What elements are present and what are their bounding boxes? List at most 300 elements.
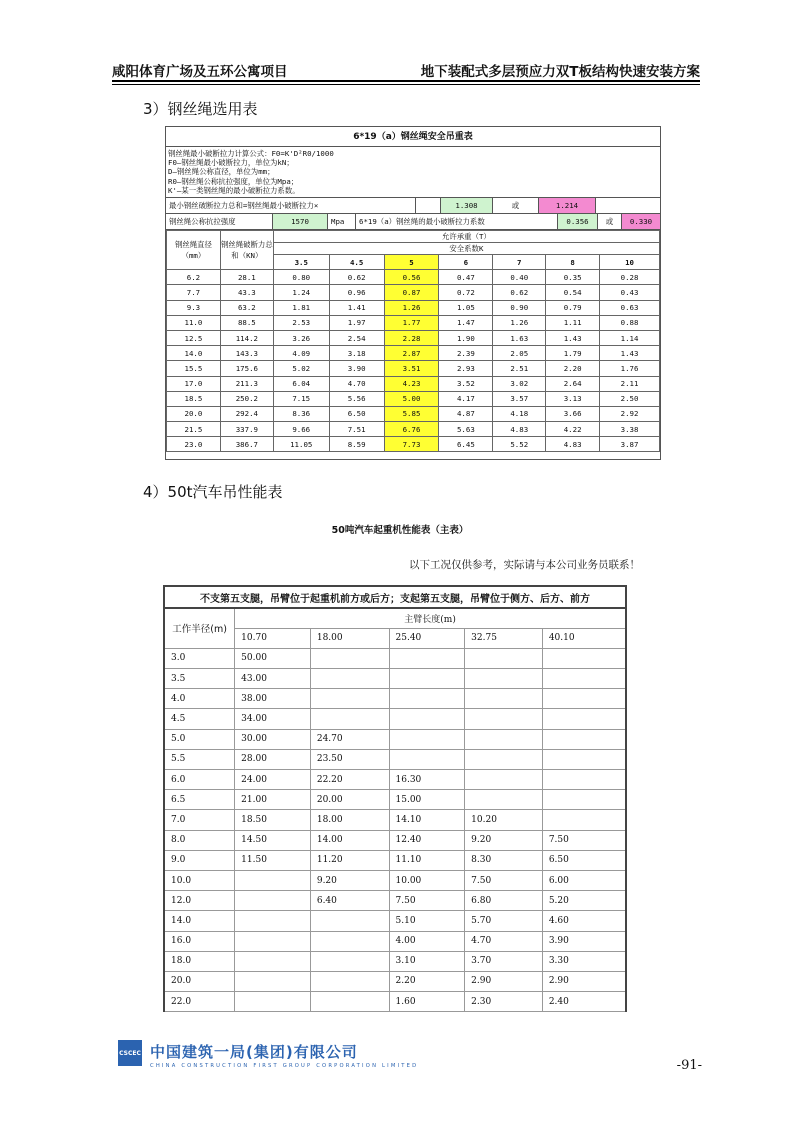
table-cell: 2.20 bbox=[546, 361, 600, 376]
capacity-cell bbox=[310, 951, 389, 971]
capacity-cell: 14.50 bbox=[235, 830, 311, 850]
table-cell: 1.77 bbox=[384, 315, 439, 330]
header-rule bbox=[112, 80, 700, 82]
table-cell: 2.64 bbox=[546, 376, 600, 391]
table-row bbox=[167, 406, 660, 421]
table-cell: 11.05 bbox=[273, 437, 329, 452]
radius-cell: 14.0 bbox=[164, 911, 235, 931]
table-cell: 143.3 bbox=[220, 346, 273, 361]
radius-cell: 3.5 bbox=[164, 669, 235, 689]
ratio-or: 或 bbox=[493, 198, 539, 213]
capacity-cell: 34.00 bbox=[235, 709, 311, 729]
safety-factor-header: 8 bbox=[546, 255, 600, 270]
coef-or: 或 bbox=[598, 214, 622, 229]
col-header-radius: 工作半径(m) bbox=[164, 608, 235, 648]
capacity-cell: 16.30 bbox=[389, 770, 465, 790]
capacity-cell: 1.60 bbox=[389, 992, 465, 1012]
table-cell: 3.57 bbox=[493, 391, 546, 406]
col-header-allowed-load: 允许承重（T） bbox=[273, 231, 659, 243]
radius-cell: 7.0 bbox=[164, 810, 235, 830]
safety-factor-header: 5 bbox=[384, 255, 439, 270]
crane-table-note: 以下工况仅供参考，实际请与本公司业务员联系！ bbox=[409, 559, 640, 571]
ratio-row bbox=[166, 198, 660, 214]
table-cell: 1.63 bbox=[493, 330, 546, 345]
spacer bbox=[416, 198, 441, 213]
capacity-cell: 18.50 bbox=[235, 810, 311, 830]
col-header-break-force: 钢丝绳破断力总和（KN） bbox=[220, 231, 273, 270]
table-cell: 0.87 bbox=[384, 285, 439, 300]
table-cell: 6.76 bbox=[384, 422, 439, 437]
table-cell: 4.70 bbox=[329, 376, 384, 391]
table-cell: 7.51 bbox=[329, 422, 384, 437]
capacity-cell: 24.00 bbox=[235, 770, 311, 790]
table-cell: 1.05 bbox=[439, 300, 493, 315]
capacity-cell: 3.90 bbox=[542, 931, 626, 951]
formula-line: D—钢丝绳公称直径，单位为mm； bbox=[168, 167, 275, 177]
table-row bbox=[164, 931, 626, 951]
table-row bbox=[164, 729, 626, 749]
table-cell: 2.50 bbox=[600, 391, 660, 406]
table-cell: 1.41 bbox=[329, 300, 384, 315]
radius-cell: 8.0 bbox=[164, 830, 235, 850]
coef-label: 6*19（a）钢丝绳的最小破断拉力系数 bbox=[356, 214, 558, 229]
capacity-cell: 8.30 bbox=[465, 850, 543, 870]
table-cell: 1.24 bbox=[273, 285, 329, 300]
table-row bbox=[167, 391, 660, 406]
table-cell: 2.11 bbox=[600, 376, 660, 391]
capacity-cell: 2.30 bbox=[465, 992, 543, 1012]
capacity-cell bbox=[542, 648, 626, 668]
table-row bbox=[164, 971, 626, 991]
table-cell: 1.26 bbox=[384, 300, 439, 315]
capacity-cell: 4.00 bbox=[389, 931, 465, 951]
capacity-cell bbox=[542, 689, 626, 709]
capacity-cell: 14.00 bbox=[310, 830, 389, 850]
table-cell: 12.5 bbox=[167, 330, 221, 345]
capacity-cell bbox=[310, 648, 389, 668]
table-cell: 0.90 bbox=[493, 300, 546, 315]
capacity-cell bbox=[235, 911, 311, 931]
radius-cell: 16.0 bbox=[164, 931, 235, 951]
table-cell: 5.52 bbox=[493, 437, 546, 452]
table-cell: 28.1 bbox=[220, 270, 273, 285]
crane-rows bbox=[164, 648, 626, 1011]
capacity-cell bbox=[389, 689, 465, 709]
capacity-cell: 5.70 bbox=[465, 911, 543, 931]
capacity-cell bbox=[310, 992, 389, 1012]
capacity-cell: 12.40 bbox=[389, 830, 465, 850]
radius-cell: 6.0 bbox=[164, 770, 235, 790]
table-cell: 2.54 bbox=[329, 330, 384, 345]
capacity-cell: 22.20 bbox=[310, 770, 389, 790]
crane-table-caption: 不支第五支腿，吊臂位于起重机前方或后方；支起第五支腿，吊臂位于侧方、后方、前方 bbox=[164, 586, 626, 608]
radius-cell: 5.0 bbox=[164, 729, 235, 749]
table-cell: 0.43 bbox=[600, 285, 660, 300]
capacity-cell: 4.60 bbox=[542, 911, 626, 931]
capacity-cell: 2.40 bbox=[542, 992, 626, 1012]
table-row bbox=[164, 770, 626, 790]
table-cell: 4.23 bbox=[384, 376, 439, 391]
table-cell: 6.45 bbox=[439, 437, 493, 452]
table-row bbox=[164, 810, 626, 830]
capacity-cell bbox=[235, 951, 311, 971]
boom-length-header: 18.00 bbox=[310, 628, 389, 648]
table-row bbox=[167, 346, 660, 361]
capacity-cell bbox=[542, 669, 626, 689]
header-project: 咸阳体育广场及五环公寓项目 bbox=[112, 64, 288, 80]
table-cell: 0.96 bbox=[329, 285, 384, 300]
table-cell: 15.5 bbox=[167, 361, 221, 376]
capacity-cell: 9.20 bbox=[310, 870, 389, 890]
wire-rope-table bbox=[165, 126, 661, 460]
capacity-cell: 28.00 bbox=[235, 749, 311, 769]
capacity-cell bbox=[542, 790, 626, 810]
table-cell: 211.3 bbox=[220, 376, 273, 391]
capacity-cell bbox=[465, 729, 543, 749]
table-cell: 337.9 bbox=[220, 422, 273, 437]
table-cell: 2.53 bbox=[273, 315, 329, 330]
table-row bbox=[164, 992, 626, 1012]
capacity-cell bbox=[389, 749, 465, 769]
table-cell: 88.5 bbox=[220, 315, 273, 330]
strength-value: 1570 bbox=[273, 214, 328, 229]
table-cell: 4.83 bbox=[546, 437, 600, 452]
table-cell: 8.36 bbox=[273, 406, 329, 421]
capacity-cell bbox=[235, 971, 311, 991]
table-row bbox=[167, 315, 660, 330]
capacity-cell: 10.20 bbox=[465, 810, 543, 830]
radius-cell: 5.5 bbox=[164, 749, 235, 769]
capacity-cell bbox=[465, 749, 543, 769]
radius-cell: 12.0 bbox=[164, 891, 235, 911]
table-cell: 1.43 bbox=[600, 346, 660, 361]
table-cell: 3.66 bbox=[546, 406, 600, 421]
capacity-cell bbox=[389, 729, 465, 749]
page-number: -91- bbox=[676, 1058, 702, 1073]
table-cell: 2.51 bbox=[493, 361, 546, 376]
table-cell: 1.90 bbox=[439, 330, 493, 345]
table-cell: 292.4 bbox=[220, 406, 273, 421]
capacity-cell: 3.30 bbox=[542, 951, 626, 971]
boom-length-header: 32.75 bbox=[465, 628, 543, 648]
header-rule-thin bbox=[112, 84, 700, 85]
table-cell: 0.79 bbox=[546, 300, 600, 315]
formula-block bbox=[166, 147, 660, 198]
table-cell: 0.35 bbox=[546, 270, 600, 285]
capacity-cell bbox=[310, 669, 389, 689]
table-cell: 6.50 bbox=[329, 406, 384, 421]
capacity-cell: 9.20 bbox=[465, 830, 543, 850]
radius-cell: 6.5 bbox=[164, 790, 235, 810]
ratio-value: 1.308 bbox=[441, 198, 493, 213]
table-cell: 0.63 bbox=[600, 300, 660, 315]
capacity-cell: 2.90 bbox=[465, 971, 543, 991]
capacity-cell: 23.50 bbox=[310, 749, 389, 769]
capacity-cell bbox=[389, 709, 465, 729]
table-cell: 1.79 bbox=[546, 346, 600, 361]
capacity-cell bbox=[389, 669, 465, 689]
table-cell: 0.62 bbox=[329, 270, 384, 285]
safety-factor-header: 10 bbox=[600, 255, 660, 270]
radius-cell: 4.5 bbox=[164, 709, 235, 729]
section-heading-wire-rope: 3）钢丝绳选用表 bbox=[143, 100, 258, 118]
formula-line: 钢丝绳最小破断拉力计算公式：F0=K'D²R0/1000 bbox=[168, 149, 334, 158]
table-cell: 20.0 bbox=[167, 406, 221, 421]
capacity-cell: 50.00 bbox=[235, 648, 311, 668]
ratio-value2: 1.214 bbox=[539, 198, 596, 213]
table-cell: 11.0 bbox=[167, 315, 221, 330]
table-cell: 1.81 bbox=[273, 300, 329, 315]
safety-factor-header: 3.5 bbox=[273, 255, 329, 270]
table-cell: 3.90 bbox=[329, 361, 384, 376]
table-row bbox=[164, 689, 626, 709]
table-row bbox=[164, 709, 626, 729]
table-cell: 7.15 bbox=[273, 391, 329, 406]
table-cell: 2.92 bbox=[600, 406, 660, 421]
company-name-en: CHINA CONSTRUCTION FIRST GROUP CORPORATION LIMITED bbox=[150, 1063, 419, 1069]
capacity-cell: 30.00 bbox=[235, 729, 311, 749]
capacity-cell bbox=[542, 749, 626, 769]
table-row bbox=[164, 830, 626, 850]
capacity-cell: 11.20 bbox=[310, 850, 389, 870]
company-name: 中国建筑一局(集团)有限公司 bbox=[150, 1043, 358, 1061]
boom-length-header: 25.40 bbox=[389, 628, 465, 648]
table-cell: 3.52 bbox=[439, 376, 493, 391]
table-cell: 1.11 bbox=[546, 315, 600, 330]
capacity-cell bbox=[465, 709, 543, 729]
capacity-cell bbox=[310, 911, 389, 931]
table-cell: 4.22 bbox=[546, 422, 600, 437]
table-row bbox=[164, 790, 626, 810]
table-cell: 2.39 bbox=[439, 346, 493, 361]
table-cell: 4.18 bbox=[493, 406, 546, 421]
capacity-cell: 24.70 bbox=[310, 729, 389, 749]
capacity-cell: 38.00 bbox=[235, 689, 311, 709]
capacity-cell bbox=[310, 689, 389, 709]
table-cell: 43.3 bbox=[220, 285, 273, 300]
capacity-cell bbox=[465, 648, 543, 668]
table-cell: 8.59 bbox=[329, 437, 384, 452]
safety-factor-header: 6 bbox=[439, 255, 493, 270]
capacity-cell bbox=[235, 931, 311, 951]
table-cell: 2.28 bbox=[384, 330, 439, 345]
table-cell: 114.2 bbox=[220, 330, 273, 345]
table-cell: 1.97 bbox=[329, 315, 384, 330]
capacity-cell: 6.40 bbox=[310, 891, 389, 911]
capacity-cell bbox=[465, 770, 543, 790]
table-cell: 4.17 bbox=[439, 391, 493, 406]
table-cell: 4.87 bbox=[439, 406, 493, 421]
capacity-cell: 4.70 bbox=[465, 931, 543, 951]
table-cell: 5.56 bbox=[329, 391, 384, 406]
wire-rope-rows bbox=[167, 270, 660, 452]
capacity-cell bbox=[542, 709, 626, 729]
table-row bbox=[164, 648, 626, 668]
table-cell: 250.2 bbox=[220, 391, 273, 406]
capacity-cell: 11.50 bbox=[235, 850, 311, 870]
table-cell: 18.5 bbox=[167, 391, 221, 406]
safety-factor-header: 4.5 bbox=[329, 255, 384, 270]
strength-label: 钢丝绳公称抗拉强度 bbox=[166, 214, 273, 229]
col-header-safety-factor: 安全系数K bbox=[273, 243, 659, 255]
safety-factor-header: 7 bbox=[493, 255, 546, 270]
table-cell: 17.0 bbox=[167, 376, 221, 391]
safe-load-grid bbox=[166, 230, 660, 452]
capacity-cell: 5.20 bbox=[542, 891, 626, 911]
capacity-cell: 2.90 bbox=[542, 971, 626, 991]
capacity-cell bbox=[465, 689, 543, 709]
table-cell: 21.5 bbox=[167, 422, 221, 437]
company-logo: CSCEC bbox=[118, 1040, 142, 1066]
table-cell: 0.80 bbox=[273, 270, 329, 285]
table-cell: 1.43 bbox=[546, 330, 600, 345]
capacity-cell: 20.00 bbox=[310, 790, 389, 810]
table-cell: 3.26 bbox=[273, 330, 329, 345]
table-cell: 0.54 bbox=[546, 285, 600, 300]
table-cell: 175.6 bbox=[220, 361, 273, 376]
capacity-cell bbox=[235, 992, 311, 1012]
capacity-cell: 21.00 bbox=[235, 790, 311, 810]
capacity-cell bbox=[542, 729, 626, 749]
wire-rope-table-title: 6*19（a）钢丝绳安全吊重表 bbox=[166, 127, 660, 147]
crane-performance-table bbox=[163, 585, 627, 1012]
radius-cell: 22.0 bbox=[164, 992, 235, 1012]
capacity-cell bbox=[389, 648, 465, 668]
coef-value: 0.356 bbox=[558, 214, 598, 229]
table-cell: 14.0 bbox=[167, 346, 221, 361]
crane-table-title: 50吨汽车起重机性能表（主表） bbox=[331, 525, 469, 536]
capacity-cell: 6.00 bbox=[542, 870, 626, 890]
table-cell: 3.87 bbox=[600, 437, 660, 452]
table-cell: 3.02 bbox=[493, 376, 546, 391]
col-header-diameter: 钢丝绳直径（mm） bbox=[167, 231, 221, 270]
table-cell: 7.7 bbox=[167, 285, 221, 300]
table-cell: 386.7 bbox=[220, 437, 273, 452]
capacity-cell bbox=[235, 891, 311, 911]
capacity-cell bbox=[235, 870, 311, 890]
table-cell: 2.87 bbox=[384, 346, 439, 361]
table-cell: 5.00 bbox=[384, 391, 439, 406]
table-row bbox=[167, 422, 660, 437]
radius-cell: 20.0 bbox=[164, 971, 235, 991]
capacity-cell: 3.10 bbox=[389, 951, 465, 971]
capacity-cell: 14.10 bbox=[389, 810, 465, 830]
radius-cell: 9.0 bbox=[164, 850, 235, 870]
capacity-cell: 7.50 bbox=[465, 870, 543, 890]
table-row bbox=[167, 330, 660, 345]
radius-cell: 4.0 bbox=[164, 689, 235, 709]
radius-cell: 10.0 bbox=[164, 870, 235, 890]
capacity-cell bbox=[465, 790, 543, 810]
table-row bbox=[167, 361, 660, 376]
table-row bbox=[167, 376, 660, 391]
table-row bbox=[164, 669, 626, 689]
table-row bbox=[164, 850, 626, 870]
table-cell: 0.88 bbox=[600, 315, 660, 330]
boom-length-header: 10.70 bbox=[235, 628, 311, 648]
table-cell: 1.26 bbox=[493, 315, 546, 330]
formula-line: F0—钢丝绳最小破断拉力，单位为kN； bbox=[168, 158, 294, 168]
capacity-cell: 3.70 bbox=[465, 951, 543, 971]
table-cell: 0.72 bbox=[439, 285, 493, 300]
radius-cell: 18.0 bbox=[164, 951, 235, 971]
capacity-cell: 6.50 bbox=[542, 850, 626, 870]
coef-value2: 0.330 bbox=[622, 214, 660, 229]
table-cell: 4.83 bbox=[493, 422, 546, 437]
table-cell: 3.38 bbox=[600, 422, 660, 437]
table-cell: 6.04 bbox=[273, 376, 329, 391]
capacity-cell: 5.10 bbox=[389, 911, 465, 931]
table-cell: 23.0 bbox=[167, 437, 221, 452]
table-row bbox=[164, 951, 626, 971]
table-cell: 3.13 bbox=[546, 391, 600, 406]
formula-line: R0—钢丝绳公称抗拉强度，单位为Mpa； bbox=[168, 176, 299, 186]
ratio-label: 最小钢丝破断拉力总和=钢丝绳最小破断拉力× bbox=[166, 198, 416, 213]
capacity-cell: 6.80 bbox=[465, 891, 543, 911]
table-cell: 5.02 bbox=[273, 361, 329, 376]
header-doc-title: 地下装配式多层预应力双T板结构快速安装方案 bbox=[420, 64, 700, 80]
capacity-cell bbox=[310, 931, 389, 951]
capacity-cell: 7.50 bbox=[389, 891, 465, 911]
table-cell: 2.05 bbox=[493, 346, 546, 361]
table-cell: 1.14 bbox=[600, 330, 660, 345]
table-cell: 0.40 bbox=[493, 270, 546, 285]
section-heading-crane: 4）50t汽车吊性能表 bbox=[143, 483, 283, 501]
radius-cell: 3.0 bbox=[164, 648, 235, 668]
table-row bbox=[167, 270, 660, 285]
capacity-cell: 15.00 bbox=[389, 790, 465, 810]
capacity-cell: 2.20 bbox=[389, 971, 465, 991]
strength-row bbox=[166, 214, 660, 230]
formula-line: K'—某一类钢丝绳的最小破断拉力系数。 bbox=[168, 185, 300, 195]
capacity-cell: 43.00 bbox=[235, 669, 311, 689]
table-cell: 1.76 bbox=[600, 361, 660, 376]
capacity-cell: 7.50 bbox=[542, 830, 626, 850]
capacity-cell bbox=[310, 971, 389, 991]
table-cell: 5.85 bbox=[384, 406, 439, 421]
table-cell: 0.62 bbox=[493, 285, 546, 300]
strength-unit: Mpa bbox=[328, 214, 356, 229]
table-cell: 63.2 bbox=[220, 300, 273, 315]
page-header bbox=[112, 58, 700, 80]
table-cell: 4.09 bbox=[273, 346, 329, 361]
capacity-cell: 10.00 bbox=[389, 870, 465, 890]
table-row bbox=[167, 285, 660, 300]
table-cell: 2.93 bbox=[439, 361, 493, 376]
table-cell: 3.18 bbox=[329, 346, 384, 361]
capacity-cell bbox=[542, 810, 626, 830]
table-cell: 6.2 bbox=[167, 270, 221, 285]
table-row bbox=[167, 300, 660, 315]
table-cell: 5.63 bbox=[439, 422, 493, 437]
table-cell: 0.47 bbox=[439, 270, 493, 285]
table-cell: 3.51 bbox=[384, 361, 439, 376]
table-row bbox=[164, 891, 626, 911]
table-row bbox=[167, 437, 660, 452]
table-cell: 1.47 bbox=[439, 315, 493, 330]
capacity-cell: 11.10 bbox=[389, 850, 465, 870]
boom-length-header: 40.10 bbox=[542, 628, 626, 648]
table-cell: 0.28 bbox=[600, 270, 660, 285]
table-row bbox=[164, 911, 626, 931]
capacity-cell bbox=[465, 669, 543, 689]
capacity-cell bbox=[310, 709, 389, 729]
capacity-cell bbox=[542, 770, 626, 790]
table-cell: 9.3 bbox=[167, 300, 221, 315]
capacity-cell: 18.00 bbox=[310, 810, 389, 830]
table-row bbox=[164, 749, 626, 769]
table-cell: 7.73 bbox=[384, 437, 439, 452]
